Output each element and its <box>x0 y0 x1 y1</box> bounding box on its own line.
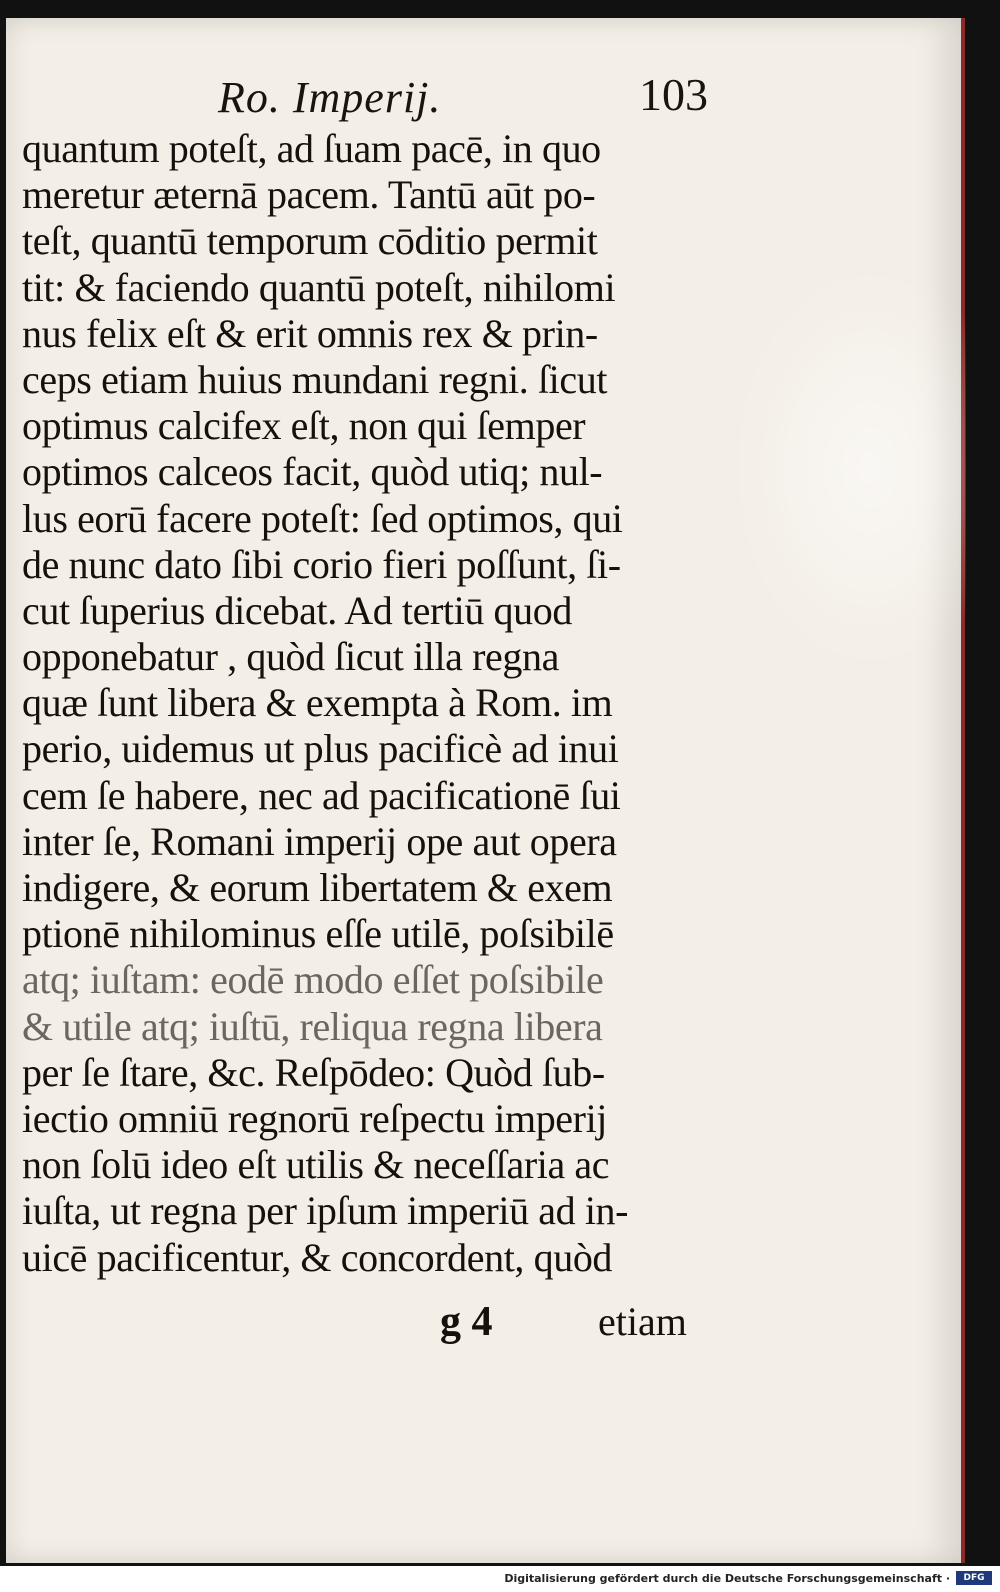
text-line-14: perio, uidemus ut plus pacificè ad inui <box>22 726 619 772</box>
credit-bar <box>0 1566 1000 1592</box>
running-head <box>218 68 718 128</box>
text-line-18: ptionē nihilominus eſſe utilē, poſsibilē <box>22 911 614 957</box>
text-line-20: & utile atq; iuſtū, reliqua regna libera <box>22 1003 603 1049</box>
text-line-16: inter ſe, Romani imperij ope aut opera <box>22 818 617 864</box>
text-line-9: lus eorū facere poteſt: ſed optimos, qui <box>22 495 623 541</box>
paper-stain <box>726 258 966 678</box>
text-line-17: indigere, & eorum libertatem & exem <box>22 865 613 910</box>
text-line-25: uicē pacificentur, & concordent, quòd <box>22 1234 613 1280</box>
text-line-19: atq; iuſtam: eodē modo eſſet poſsibile <box>22 957 604 1003</box>
signature-mark: g 4 <box>440 1299 493 1345</box>
text-line-4: tit: & faciendo quantū poteſt, nihilomi <box>22 264 616 310</box>
text-line-10: de nunc dato ſibi corio fieri poſſunt, ſi- <box>22 541 621 587</box>
text-line-22: iectio omniū regnorū reſpectu imperij <box>22 1095 608 1141</box>
text-line-8: optimos calceos facit, quòd utiq; nul- <box>22 449 603 495</box>
text-line-13: quæ ſunt libera & exempta à Rom. im <box>22 680 613 726</box>
text-line-21: per ſe ſtare, &c. Reſpōdeo: Quòd ſub- <box>22 1049 605 1095</box>
running-head-title: Ro. Imperij. <box>218 73 442 122</box>
page-footer <box>430 1298 730 1348</box>
text-line-1: quantum poteſt, ad ſuam pacē, in quo <box>22 126 601 171</box>
text-line-15: cem ſe habere, nec ad pacificationē ſui <box>22 772 621 818</box>
text-line-5: nus felix eſt & erit omnis rex & prin- <box>22 310 598 356</box>
funding-credit: Digitalisierung gefördert durch die Deutsche Forschungsgemeinschaft · <box>504 1572 950 1585</box>
text-line-24: iuſta, ut regna per ipſum imperiū ad in- <box>22 1188 629 1234</box>
text-line-3: teſt, quantū temporum cōditio permit <box>22 218 598 264</box>
text-line-23: non ſolū ideo eſt utilis & neceſſaria ac <box>22 1142 610 1188</box>
body-text <box>22 126 722 1281</box>
catchword: etiam <box>598 1299 687 1344</box>
page-number: 103 <box>639 69 708 120</box>
text-line-7: optimus calcifex eſt, non qui ſemper <box>22 403 586 449</box>
text-line-11: cut ſuperius dicebat. Ad tertiū quod <box>22 587 572 633</box>
dfg-logo-icon: DFG <box>956 1571 992 1585</box>
text-line-12: opponebatur , quòd ſicut illa regna <box>22 634 559 680</box>
text-line-2: meretur æternā pacem. Tantū aūt po- <box>22 172 596 218</box>
text-line-6: ceps etiam huius mundani regni. ſicut <box>22 356 608 402</box>
